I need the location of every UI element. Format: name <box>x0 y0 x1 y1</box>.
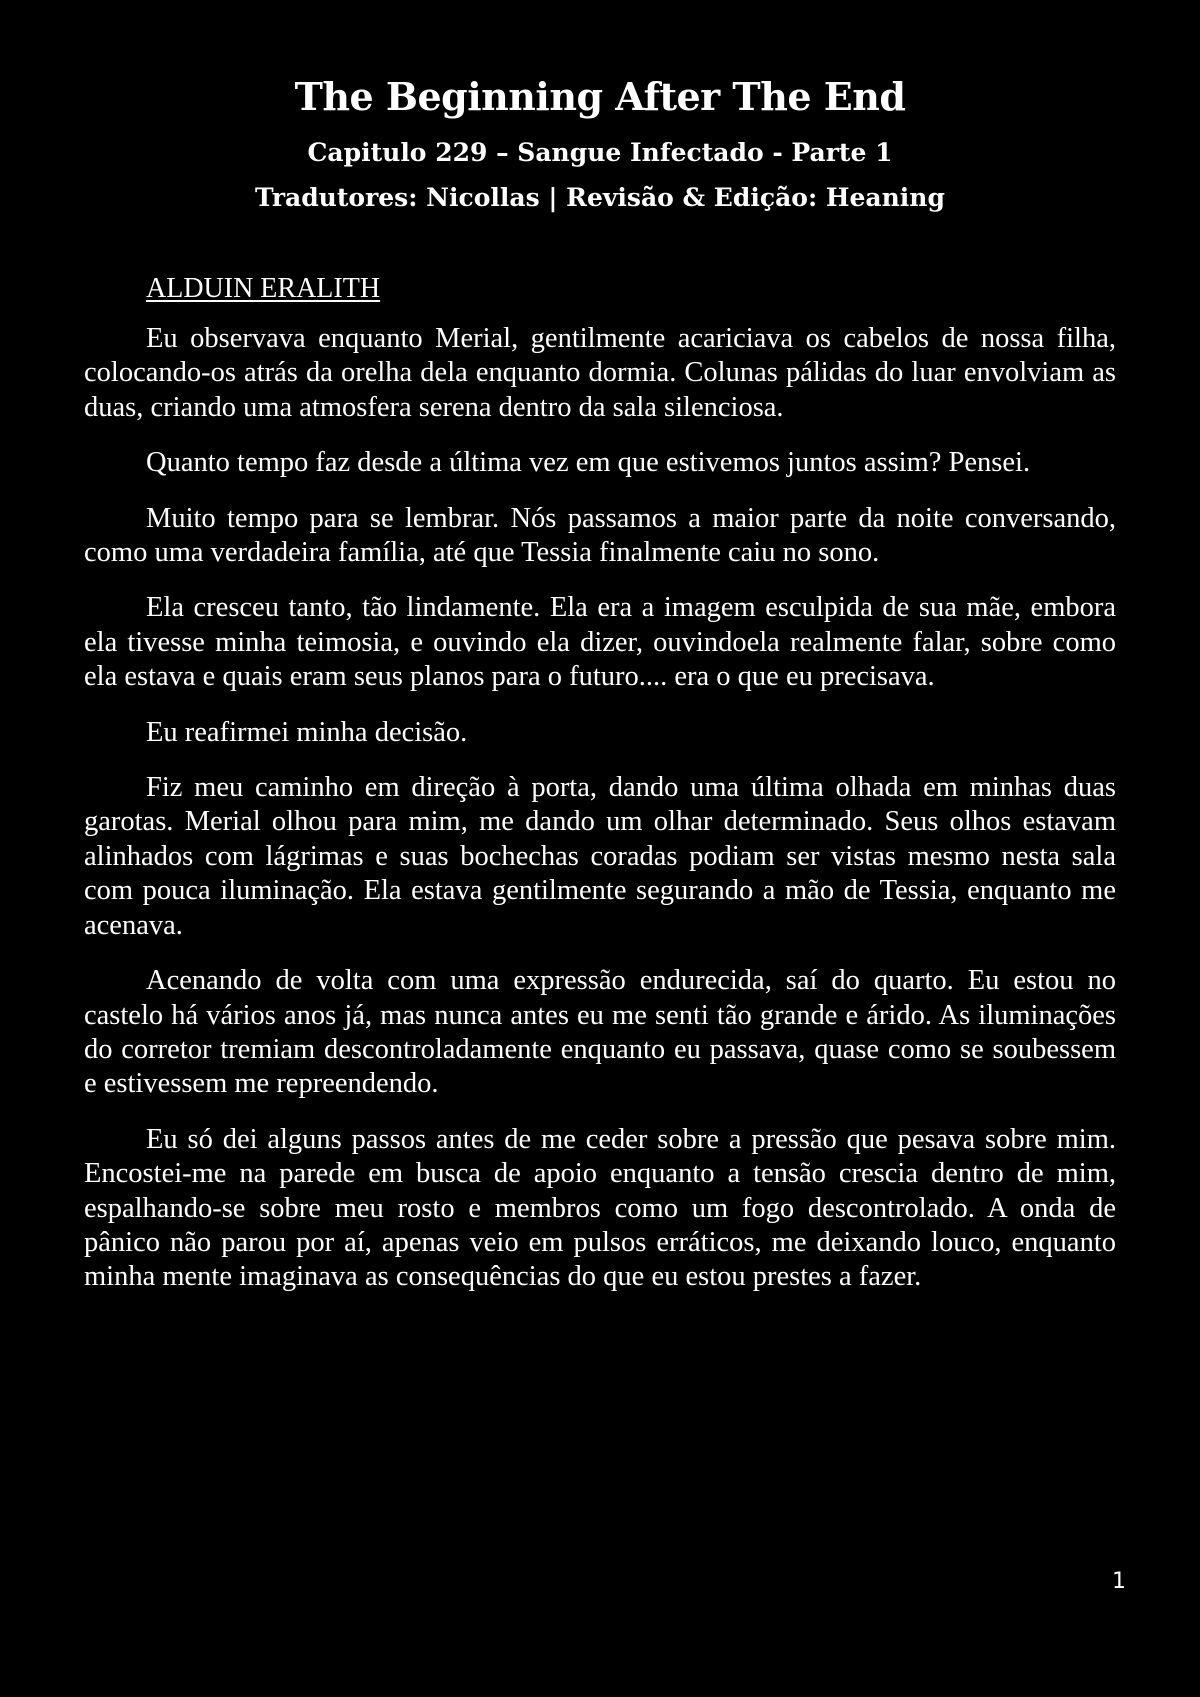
section-heading: ALDUIN ERALITH <box>146 273 381 304</box>
paragraph-1: Eu observava enquanto Merial, gentilmente acariciava os cabelos de nossa filha, colocando-os atrás da orelha dela enquanto dormia. Colunas pálidas do luar envolviam as duas, criando uma atmosfera serena dentro da sala silenciosa. <box>84 323 1116 423</box>
paragraph-2: Quanto tempo faz desde a última vez em que estivemos juntos assim? Pensei. <box>146 447 1031 479</box>
paragraph-7: Acenando de volta com uma expressão endurecida, saí do quarto. Eu estou no castelo há vários anos já, mas nunca antes eu me senti tão grande e árido. As iluminações do corretor tremiam descontroladamente enquanto eu passava, quase como se soubessem e estivessem me repreendendo. <box>84 965 1116 1100</box>
paragraph-3: Muito tempo para se lembrar. Nós passamos a maior parte da noite conversando, como uma verdadeira família, até que Tessia finalmente caiu no sono. <box>84 502 1116 569</box>
page-number: 1 <box>1112 1569 1126 1594</box>
translator-credits: Tradutores: Nicollas | Revisão & Edição: Heaning <box>255 183 945 212</box>
paragraph-5: Eu reafirmei minha decisão. <box>146 716 468 748</box>
chapter-subtitle: Capitulo 229 – Sangue Infectado - Parte 1 <box>307 138 893 167</box>
document-page <box>84 0 1116 1295</box>
paragraph-8: Eu só dei alguns passos antes de me ceder sobre a pressão que pesava sobre mim. Encostei-me na parede em busca de apoio enquanto a tensão crescia dentro de mim, espalhando-se sobre meu rosto e membros como um fogo descontrolado. A onda de pânico não parou por aí, apenas veio em pulsos erráticos, me deixando louco, enquanto minha mente imaginava as consequências do que eu estou prestes a fazer. <box>84 1123 1116 1293</box>
paragraph-4: Ela cresceu tanto, tão lindamente. Ela era a imagem esculpida de sua mãe, embora ela tivesse minha teimosia, e ouvindo ela dizer, ouvindoela realmente falar, sobre como ela estava e quais eram seus planos para o futuro.... era o que eu precisava. <box>84 592 1116 693</box>
paragraph-6: Fiz meu caminho em direção à porta, dando uma última olhada em minhas duas garotas. Merial olhou para mim, me dando um olhar determinado. Seus olhos estavam alinhados com lágrimas e suas bochechas coradas podiam ser vistas mesmo nesta sala com pouca iluminação. Ela estava gentilmente segurando a mão de Tessia, enquanto me acenava. <box>84 772 1116 941</box>
book-title: The Beginning After The End <box>294 74 906 119</box>
